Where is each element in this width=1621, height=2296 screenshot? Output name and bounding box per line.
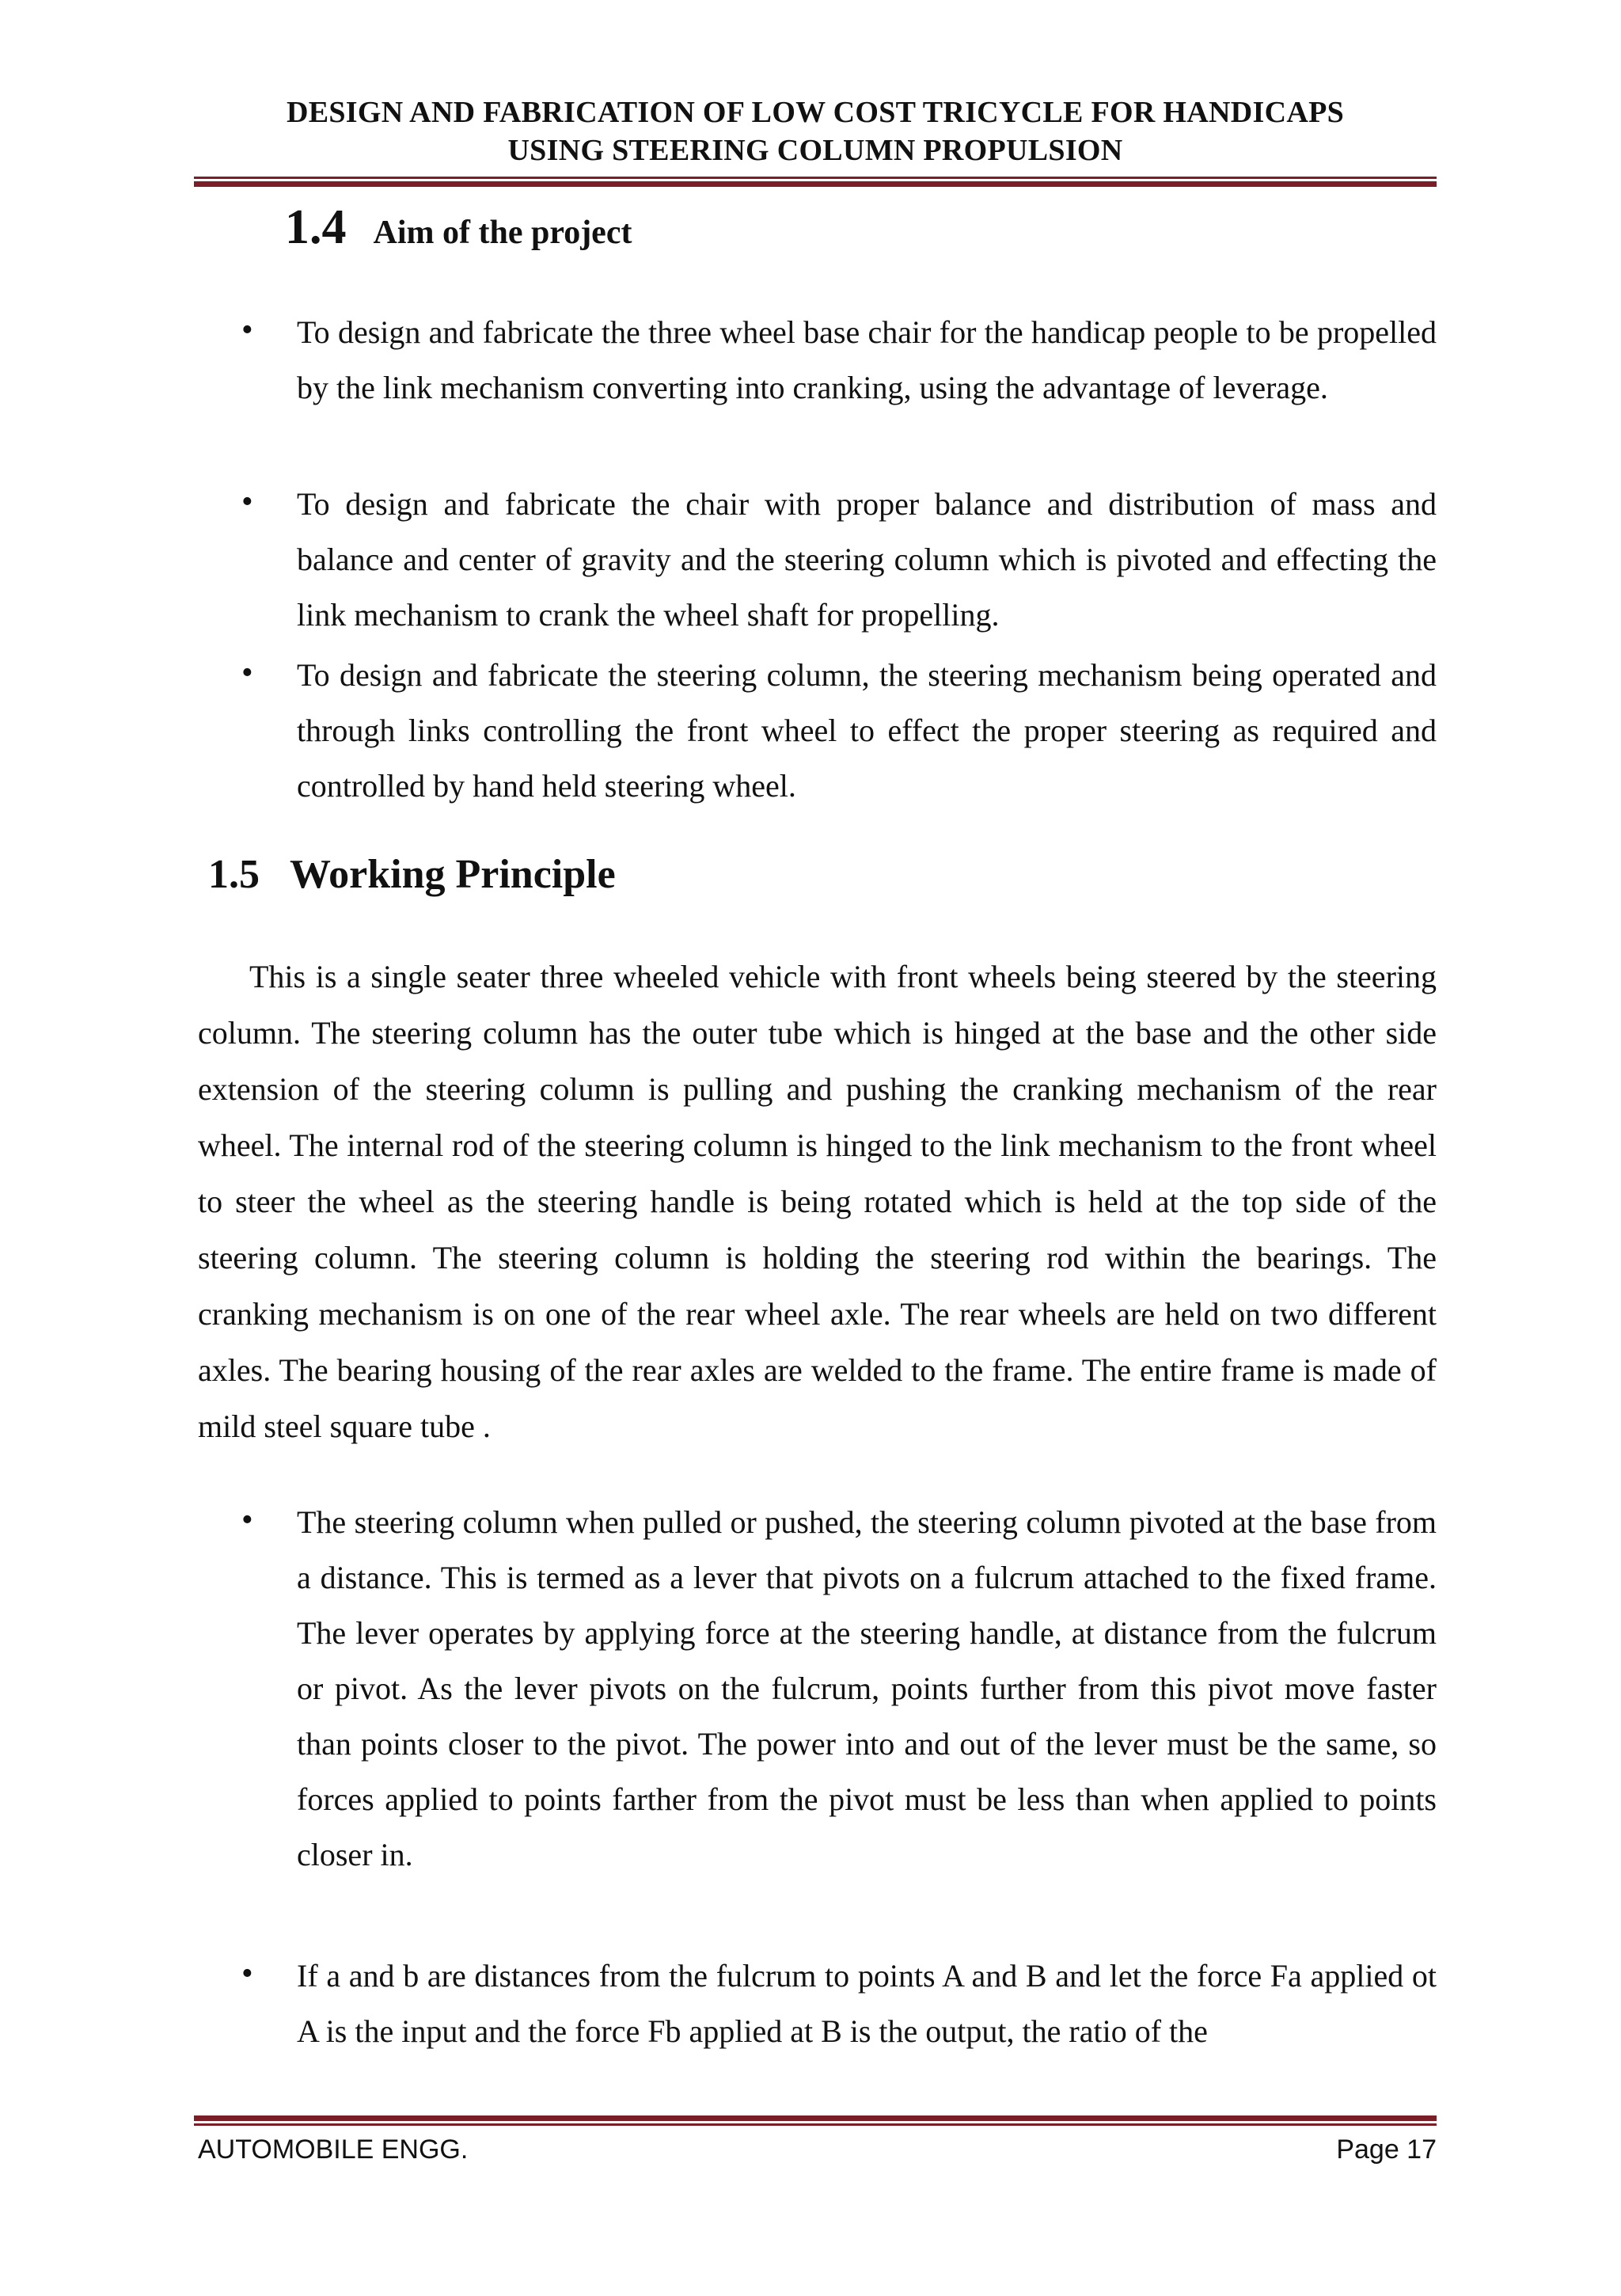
bullet-icon: • xyxy=(241,1502,253,1538)
section-number: 1.4 xyxy=(285,200,347,254)
footer-rule-thin xyxy=(194,2123,1437,2126)
header-line-2: USING STEERING COLUMN PROPULSION xyxy=(507,134,1123,167)
bullet-icon: • xyxy=(241,1956,253,1992)
page-number: Page 17 xyxy=(1336,2134,1437,2165)
running-header xyxy=(194,93,1437,169)
header-line-1: DESIGN AND FABRICATION OF LOW COST TRICYCLE FOR HANDICAPS xyxy=(286,96,1345,129)
bullet-icon: • xyxy=(241,484,253,520)
header-rule-thick xyxy=(194,181,1437,187)
header-rule-thin xyxy=(194,177,1437,179)
section-heading-aim xyxy=(285,200,632,256)
section-title: Working Principle xyxy=(290,852,616,897)
section-title: Aim of the project xyxy=(373,215,632,251)
footer-rule-thick xyxy=(194,2115,1437,2121)
body-paragraph: This is a single seater three wheeled vehicle with front wheels being steered by the steering column. The steering column has the outer tube which is hinged at the base and the other side extension of the steering column is pulling and pushing the cranking mechanism of the rear wheel. The internal rod of the steering column is hinged to the link mechanism to the front wheel to steer the wheel as the steering handle is being rotated which is held at the top side of the steering column. The steering column is holding the steering rod within the bearings. The cranking mechanism is on one of the rear wheel axle. The rear wheels are held on two different axles. The bearing housing of the rear axles are welded to the frame. The entire frame is made of mild steel square tube . xyxy=(198,959,1437,1444)
list-item: To design and fabricate the three wheel base chair for the handicap people to be propelled by the link mechanism converting into cranking, using the advantage of leverage. xyxy=(297,314,1437,405)
footer-department: AUTOMOBILE ENGG. xyxy=(198,2134,469,2165)
list-item: To design and fabricate the chair with proper balance and distribution of mass and balance and center of gravity and the steering column which is pivoted and effecting the link mechanism to crank the wheel shaft for propelling. xyxy=(297,486,1437,633)
bullet-icon: • xyxy=(241,312,253,348)
list-item: To design and fabricate the steering column, the steering mechanism being operated and through links controlling the front wheel to effect the proper steering as required and controlled by hand held steering wheel. xyxy=(297,657,1437,804)
list-item: The steering column when pulled or pushed, the steering column pivoted at the base from a distance. This is termed as a lever that pivots on a fulcrum attached to the fixed frame. The lever operates by applying force at the steering handle, at distance from the fulcrum or pivot. As the lever pivots on the fulcrum, points further from this pivot move faster than points closer to the pivot. The power into and out of the lever must be the same, so forces applied to points farther from the pivot must be less than when applied to points closer in. xyxy=(297,1504,1437,1872)
section-number: 1.5 xyxy=(208,852,260,897)
bullet-icon: • xyxy=(241,655,253,691)
section-heading-working-principle xyxy=(208,851,616,898)
list-item: If a and b are distances from the fulcrum to points A and B and let the force Fa applied ot A is the input and the force Fb applied at B is the output, the ratio of the xyxy=(297,1958,1437,2049)
